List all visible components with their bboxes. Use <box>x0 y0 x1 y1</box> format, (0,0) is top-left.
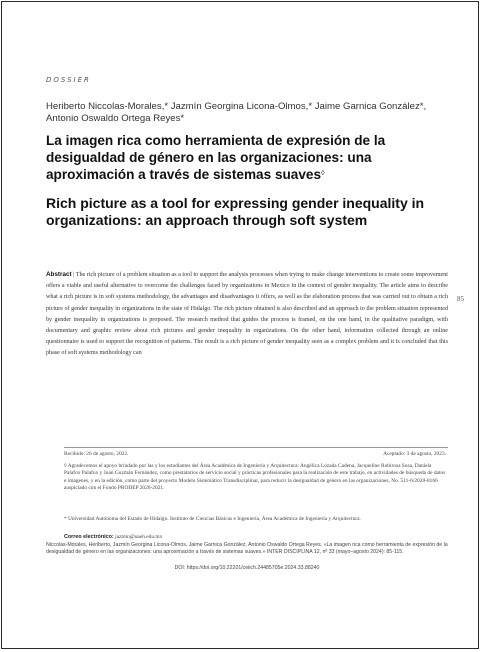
abstract <box>46 269 448 360</box>
footnote-acknowledgement: ◊ Agradecemos el apoyo brindado por las y los estudiantes del Área Académica de Ingeniería y Arquitectura: Angélica Lozada Cadena, Jacqueline Robirosa Sosa, Daniela Palafox Palafox y Juan Guzmán Fernández, como prestatarios de servicio social y prácticas profesionales para la realización de este trabajo, en actividades de búsqueda de datos e imágenes, y en la edición, como parte del proyecto Modelo Sistemático Transdisciplinar, para reducir la desigualdad de género en las organizaciones, No. 511-6/2020-8166 auspiciado con el Fondo PRODEP 2020-2021. <box>64 463 446 492</box>
contact-email-line <box>64 534 448 541</box>
abstract-separator: | <box>71 272 76 278</box>
footnote-affiliation: * Universidad Autónoma del Estado de Hidalgo. Instituto de Ciencias Básicas e Ingeniería, Área Académica de Ingeniería y Arquitectura. <box>64 516 361 522</box>
footnote-divider <box>64 447 448 448</box>
abstract-label: Abstract <box>46 271 72 278</box>
journal-page <box>1 1 479 649</box>
title-english: Rich picture as a tool for expressing gender inequality in organizations: an approach through soft system <box>46 195 425 228</box>
abstract-text: The rich picture of a problem situation as a tool to support the analysis processes when trying to make change interventions to create some improvement offers a viable and useful alternative to overcome the challenges faced by organizations in Mexico in the context of gender inequality. The article aims to describe what a rich picture is in soft systems methodology, the advantages and disadvantages it offers, as well as the elaboration process that was carried out to obtain a rich picture of gender inequality in organizations in the state of Hidalgo. The rich picture obtained is also described and an approach to the problem situation represented by gender inequality in organizations is proposed. The research method that guides the process is framed, on the one hand, in the qualitative paradigm, with documentary and graphic review about rich pictures and gender inequality in organizations. On the other hand, information collected through an online questionnaire is used to support the recognition of patterns. The result is a rich picture of gender inequality seen as a complex problem and it is concluded that this phase of soft systems methodology can <box>46 272 448 357</box>
email-address[interactable]: jazmin@uaeh.edu.mx <box>115 534 163 540</box>
page-number: 85 <box>457 295 464 303</box>
acknowledgement-mark: ◊ <box>321 170 325 177</box>
email-label: Correo electrónico: <box>64 534 114 540</box>
citation: Niccolas-Morales, Heriberto, Jazmín Georgina Licona-Olmos, Jaime Garnica González, Antonio Oswaldo Ortega Reyes. «La imagen rica como herramienta de expresión de la desigualdad de género en las organizaciones: una aproximación a través de sistemas suaves.» INTER DISCIPLINA 12, nº 33 (mayo–agosto 2024): 85-115. <box>46 542 448 555</box>
author-list: Heriberto Niccolas-Morales,* Jazmín Georgina Licona-Olmos,* Jaime Garnica González*, Antonio Oswaldo Ortega Reyes* <box>46 101 427 124</box>
title-spanish-text: La imagen rica como herramienta de expresión de la desigualdad de género en las organizaciones: una aproximación a través de sistemas suaves <box>46 133 386 182</box>
submission-dates <box>64 451 448 459</box>
section-label: DOSSIER <box>46 76 91 84</box>
title-spanish <box>46 132 448 183</box>
received-date: Recibido: 26 de agosto, 2022. <box>64 451 129 457</box>
accepted-date: Aceptado: 3 de agosto, 2023. <box>383 451 446 457</box>
doi-link[interactable]: DOI: https://doi.org/10.22201/ceiich.24485705e.2024.33.88240 <box>174 565 320 571</box>
